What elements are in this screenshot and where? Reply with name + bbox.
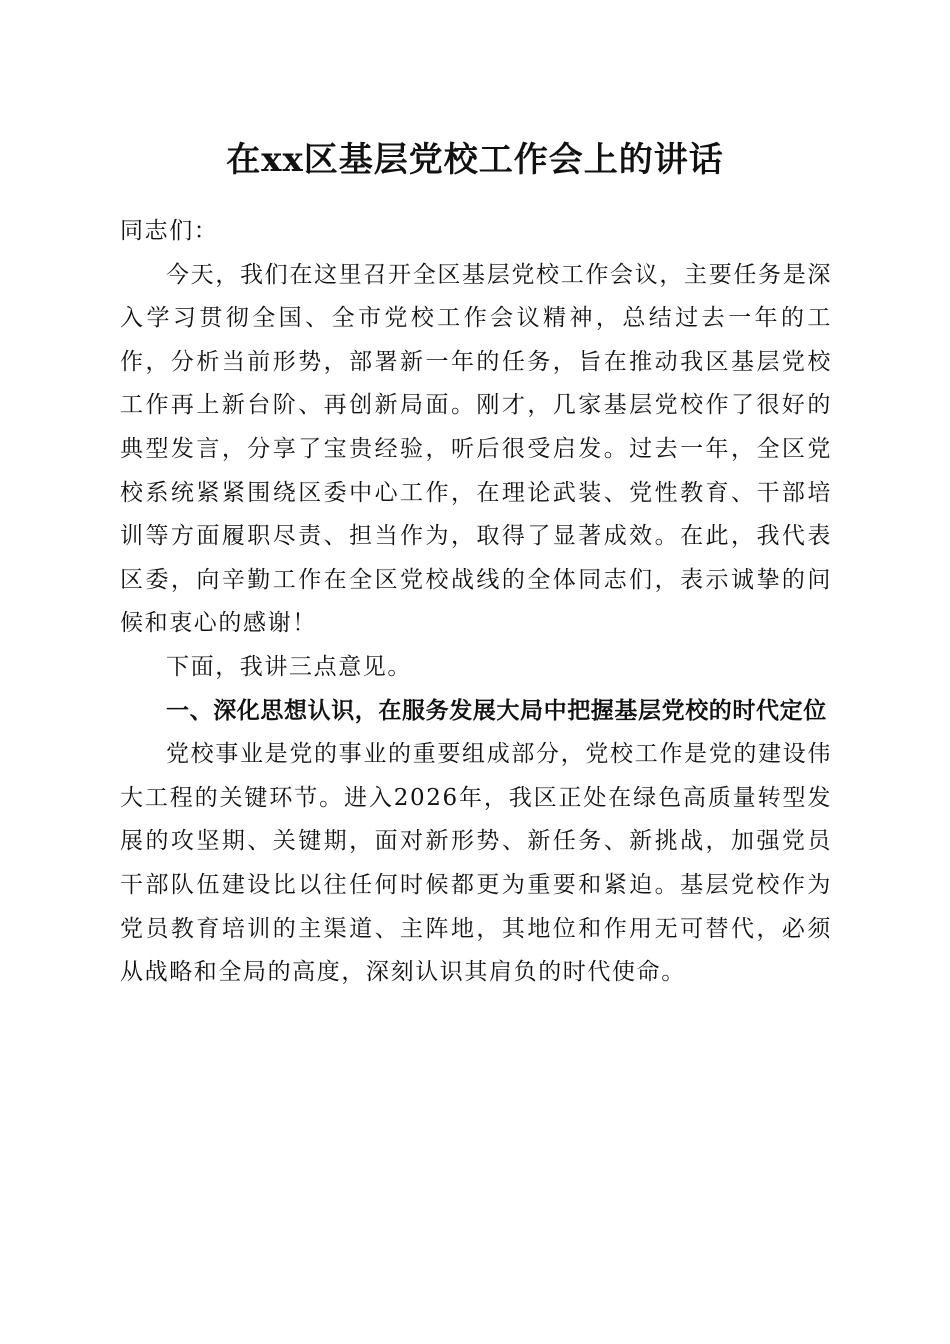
intro-paragraph: 今天，我们在这里召开全区基层党校工作会议，主要任务是深入学习贯彻全国、全市党校工作会议精神，总结过去一年的工作，分析当前形势，部署新一年的任务，旨在推动我区基层党校工作再上新台阶、再创新局面。刚才，几家基层党校作了很好的典型发言，分享了宝贵经验，听后很受启发。过去一年，全区党校系统紧紧围绕区委中心工作，在理论武装、党性教育、干部培训等方面履职尽责、担当作为，取得了显著成效。在此，我代表区委，向辛勤工作在全区党校战线的全体同志们，表示诚挚的问候和衷心的感谢！ [120,261,832,637]
transition-paragraph: 下面，我讲三点意见。 [166,653,412,680]
document-title: 在xx区基层党校工作会上的讲话 [226,140,724,180]
section-1-heading: 一、深化思想认识，在服务发展大局中把握基层党校的时代定位 [166,697,827,724]
section-1-paragraph: 党校事业是党的事业的重要组成部分，党校工作是党的建设伟大工程的关键环节。进入2026年，我区正处在绿色高质量转型发展的攻坚期、关键期，面对新形势、新任务、新挑战，加强党员干部队伍建设比以往任何时候都更为重要和紧迫。基层党校作为党员教育培训的主渠道、主阵地，其地位和作用无可替代，必须从战略和全局的高度，深刻认识其肩负的时代使命。 [120,741,832,986]
document-body [120,210,832,995]
salutation: 同志们： [120,218,219,244]
